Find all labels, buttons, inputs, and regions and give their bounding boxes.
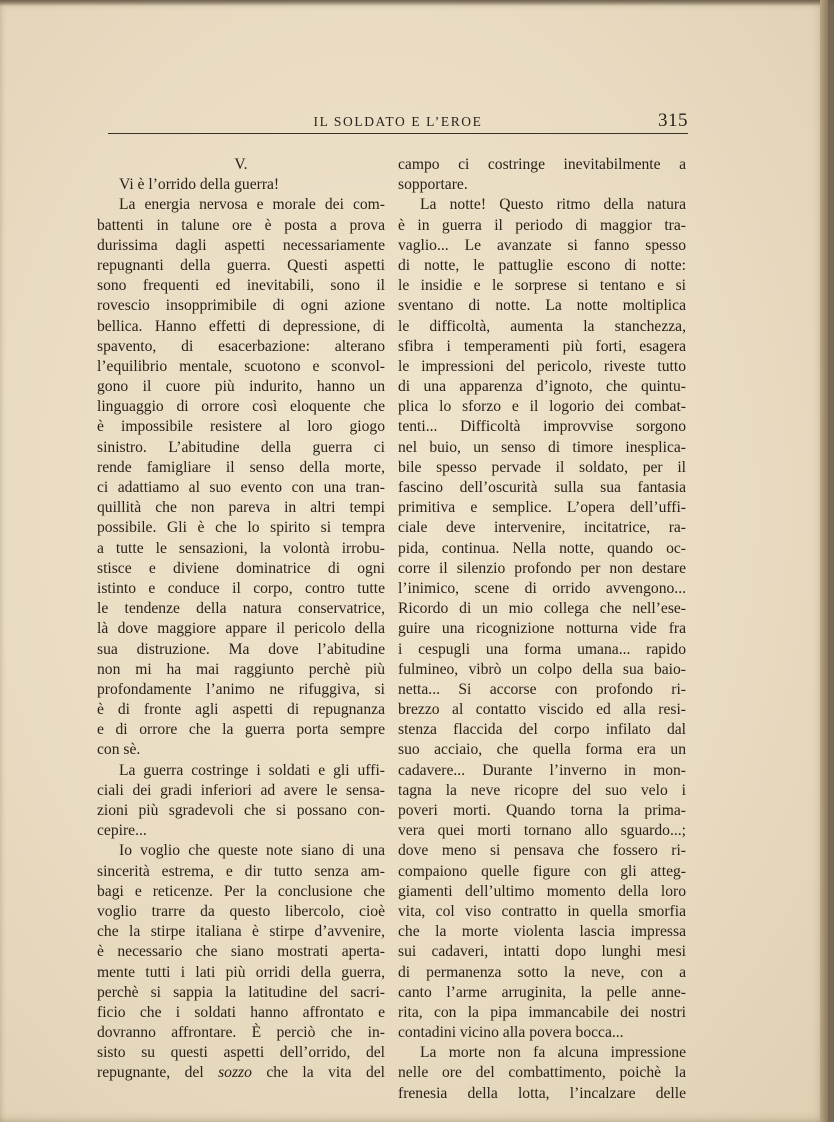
right-column-text-line: pida, continua. Nella notte, quando oc-: [398, 539, 686, 557]
running-title: IL SOLDATO E L’EROE: [313, 114, 483, 129]
page-top-edge: [0, 0, 834, 6]
right-column-text-line: Ricordo di un mio collega che nell’ese-: [398, 600, 686, 618]
right-column-text-line: vera quei morti tornano allo sguardo...;: [398, 822, 686, 840]
right-column-text-line: suo acciaio, che quella forma era un: [398, 741, 686, 759]
right-column-text-line: i cespugli una forma umana... rapido: [398, 640, 686, 658]
left-column-text-line: ciali dei gradi inferiori ad avere le sensa-: [97, 781, 385, 799]
right-column-text-line: giamenti dell’ultimo momento della loro: [398, 882, 686, 900]
left-column-text-line: ci adattiamo al suo evento con una tran-: [97, 479, 385, 496]
text-run: che la vita del: [251, 1064, 385, 1082]
italic-word: sozzo: [218, 1064, 252, 1082]
right-column-text-line: La notte! Questo ritmo della natura: [420, 196, 686, 214]
right-column-text-line: canto l’arme arruginita, la pelle anne-: [398, 983, 686, 1001]
left-column-text-line: ficio che i soldati hanno affrontato e: [97, 1003, 385, 1021]
left-column-text-line: rovescio insopprimibile di ogni azione: [97, 297, 385, 315]
left-column-text-line: istinto e conduce il corpo, contro tutte: [97, 579, 385, 597]
left-column-text-line: è impossibile resistere al loro giogo: [97, 418, 385, 436]
left-column-text-line: là dove maggiore appare il pericolo della: [97, 620, 385, 638]
right-column-text-line: tagna la neve ricopre del suo velo i: [398, 781, 686, 799]
right-column-text-line: compaiono quelle figure con gli atteg-: [398, 862, 686, 880]
left-column-text-line: zioni più sgradevoli che si possano con-: [97, 802, 385, 819]
left-column-text-line: sisto su questi aspetti dell’orrido, del: [97, 1044, 385, 1062]
left-column-text-line: non mi ha mai raggiunto perchè più: [97, 660, 385, 678]
left-column-text-line: [97, 1063, 385, 1083]
left-column-text-line: voglio trarre da questo libercolo, cioè: [97, 902, 385, 920]
left-column-text-line: mente tutti i lati più orridi della guerra,: [97, 963, 385, 981]
left-column-text-line: possibile. Gli è che lo spirito si tempra: [97, 519, 385, 537]
left-column-text-line: La energia nervosa e morale dei com-: [119, 196, 385, 214]
right-column-text-line: l’inimico, scene di orrido avvengono...: [398, 579, 686, 597]
left-column-text-line: bagi e reticenze. Per la conclusione che: [97, 882, 385, 900]
left-column-text-line: l’equilibrio mentale, scuotono e sconvol-: [97, 357, 385, 375]
left-column-text-line: durissima dagli aspetti necessariamente: [97, 236, 385, 254]
right-column-text-line: brezzo al contatto viscido ed alla resi-: [398, 701, 686, 719]
right-column-text-line: campo ci costringe inevitabilmente a: [398, 156, 686, 173]
right-column-text-line: La morte non fa alcuna impressione: [420, 1044, 686, 1062]
right-column-text-line: bile spesso pervade il soldato, per il: [398, 458, 686, 476]
right-column-text-line: nel buio, un senso di timore inesplica-: [398, 438, 686, 456]
left-column-text-line: dovranno affrontare. È perciò che in-: [97, 1024, 385, 1042]
header-rule: [108, 133, 688, 134]
right-column-text-line: primitiva e semplice. L’opera dell’uffi-: [398, 499, 686, 517]
left-column-text-line: gono il cuore più indurito, hanno un: [97, 378, 385, 396]
page-number: 315: [658, 110, 688, 131]
left-column-text-line: cepire...: [97, 822, 147, 840]
left-column-text-line: sinistro. L’abitudine della guerra ci: [97, 438, 385, 456]
right-column-text-line: vaglio... Le avanzate si fanno spesso: [398, 236, 686, 254]
right-column-text-line: vita, col viso contratto in quella smorfia: [398, 902, 686, 920]
left-column-text-line: stisce e diviene dominatrice di ogni: [97, 559, 385, 577]
right-column-text-line: fulmineo, vibrò un colpo della sua baio-: [398, 660, 686, 678]
left-column-text-line: è di fronte agli aspetti di repugnanza: [97, 701, 385, 719]
left-column-text-line: Vi è l’orrido della guerra!: [119, 176, 280, 194]
left-column-text-line: quillità che non pareva in altri tempi: [97, 499, 385, 517]
right-column-text-line: è in guerra il periodo di maggior tra-: [398, 216, 686, 234]
right-column-text-line: rita, con la pipa immancabile dei nostri: [398, 1003, 686, 1021]
right-column-text-line: sui cadaveri, intatti dopo lunghi mesi: [398, 943, 686, 961]
left-column-text-line: V.: [234, 156, 248, 173]
right-column-text-line: di notte, le pattuglie escono di notte:: [398, 256, 686, 274]
right-column-text-line: sopportare.: [398, 176, 468, 194]
left-column-text-line: sincerità estrema, e dir tutto senza am-: [97, 862, 385, 880]
left-column-text-line: La guerra costringe i soldati e gli uffi-: [119, 761, 385, 779]
right-column-text-line: sventano di notte. La notte moltiplica: [398, 297, 686, 315]
right-column-text-line: di una apparenza d’ignoto, che quintu-: [398, 378, 686, 396]
left-text-column: [97, 155, 385, 1084]
right-column-text-line: le impressioni del pericolo, riveste tutto: [398, 357, 686, 375]
right-column-text-line: corre il silenzio profondo per non destare: [398, 559, 686, 577]
text-run: repugnante, del: [97, 1064, 219, 1082]
left-column-text-line: e di orrore che la guerra porta sempre: [97, 721, 385, 739]
right-column-text-line: nelle ore del combattimento, poichè la: [398, 1064, 686, 1082]
left-column-text-line: bellica. Hanno effetti di depressione, di: [97, 317, 385, 335]
right-column-text-line: tenti... Difficoltà improvvise sorgono: [398, 418, 686, 436]
right-column-text-line: dove meno si pensava che fossero ri-: [398, 842, 686, 860]
left-column-text-line: sua distruzione. Ma dove l’abitudine: [97, 640, 385, 658]
right-column-text-line: netta... Si accorse con profondo ri-: [398, 680, 686, 698]
left-column-text-line: rende famigliare il senso della morte,: [97, 458, 385, 476]
page-right-edge: [820, 0, 828, 1122]
right-column-text-line: guire una ricognizione notturna vide fra: [398, 620, 686, 638]
left-column-text-line: profondamente l’animo ne rifuggiva, si: [97, 680, 385, 698]
right-column-text-line: che la morte violenta lascia impressa: [398, 923, 686, 941]
right-column-text-line: frenesia della lotta, l’incalzare delle: [398, 1084, 686, 1102]
right-column-text-line: plica lo sforzo e il logorio dei combat-: [398, 398, 686, 416]
left-column-text-line: battenti in talune ore è posta a prova: [97, 216, 385, 234]
left-column-text-line: è necessario che siano mostrati aperta-: [97, 943, 385, 961]
left-column-text-line: che la stirpe italiana è stirpe d’avvenire,: [97, 923, 385, 941]
left-column-text-line: le tendenze della natura conservatrice,: [97, 600, 385, 618]
left-column-text-line: perchè si sappia la latitudine del sacri-: [97, 983, 385, 1001]
right-column-text-line: stenza flaccida del corpo infilato dal: [398, 721, 686, 739]
right-column-text-line: le insidie e le sorprese si tentano e si: [398, 277, 686, 295]
left-column-text-line: linguaggio di orrore così eloquente che: [97, 398, 385, 416]
right-text-column: [398, 155, 686, 1104]
right-column-text-line: contadini vicino alla povera bocca...: [398, 1024, 624, 1042]
left-column-text-line: repugnanti della guerra. Questi aspetti: [97, 256, 385, 274]
left-column-text-line: a tutte le sensazioni, la volontà irrobu-: [97, 539, 385, 557]
right-column-text-line: di permanenza sotto la neve, con a: [398, 963, 686, 981]
left-column-text-line: spavento, di esacerbazione: alterano: [97, 337, 385, 355]
right-column-text-line: cadavere... Durante l’inverno in mon-: [398, 761, 686, 779]
right-column-text-line: ciale deve intervenire, incitatrice, ra-: [398, 519, 686, 537]
left-column-text-line: Io voglio che queste note siano di una: [119, 842, 385, 860]
right-column-text-line: le difficoltà, aumenta la stanchezza,: [398, 317, 686, 335]
right-column-text-line: poveri morti. Quando torna la prima-: [398, 802, 686, 819]
left-column-text-line: con sè.: [97, 741, 141, 759]
right-column-text-line: sfibra i temperamenti più forti, esagera: [398, 337, 686, 355]
right-column-text-line: fascino dell’oscurità sulla sua fantasia: [398, 479, 686, 496]
left-column-text-line: sono frequenti ed inevitabili, sono il: [97, 277, 385, 295]
